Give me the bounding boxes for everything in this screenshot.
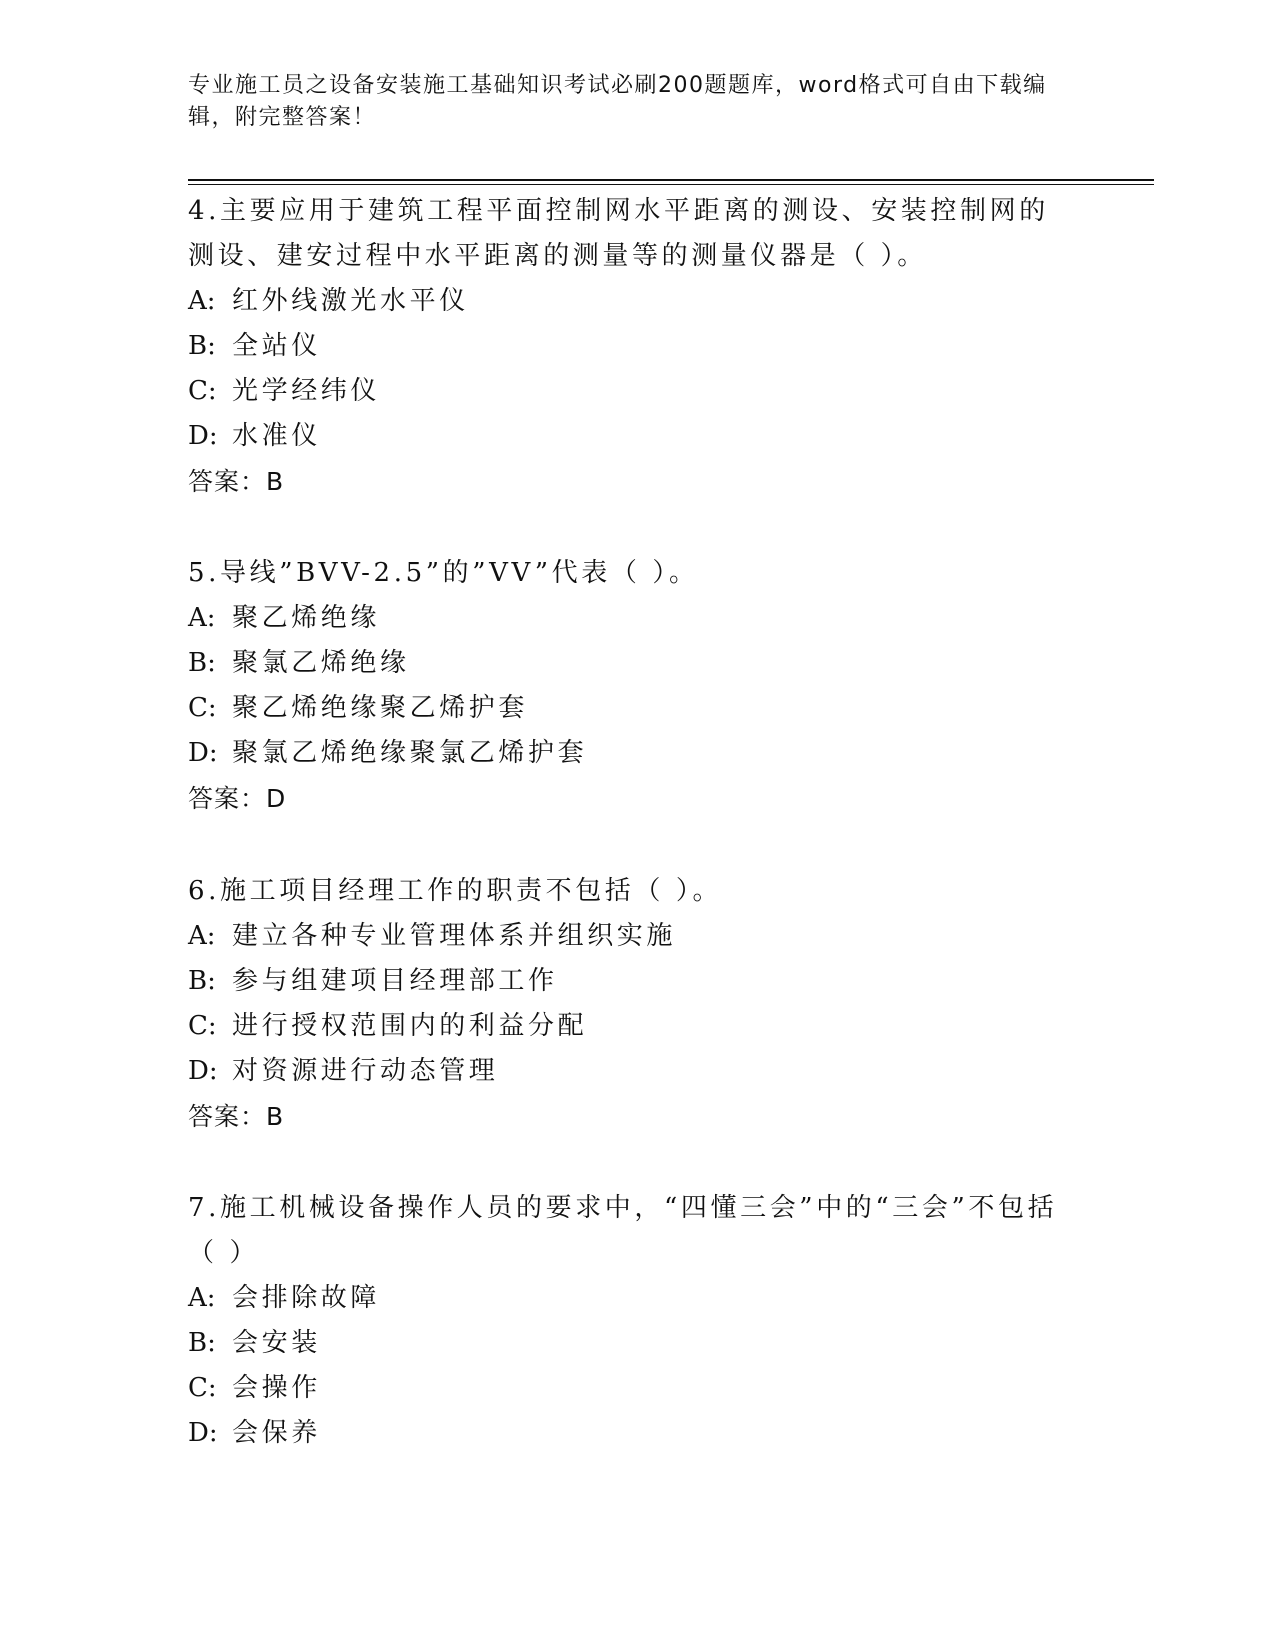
option-b (188, 641, 1068, 686)
option-letter: C: (188, 376, 217, 406)
header-divider-thick (188, 179, 1154, 181)
option-d (188, 1411, 1068, 1456)
option-b (188, 1321, 1068, 1366)
option-letter: B: (188, 331, 216, 361)
option-b (188, 324, 1068, 369)
option-text: 聚乙烯绝缘聚乙烯护套 (232, 693, 529, 723)
document-header: 专业施工员之设备安装施工基础知识考试必刷200题题库，word格式可自由下载编辑，附完整答案！ (188, 73, 1047, 130)
option-c (188, 1004, 1068, 1049)
option-text: 聚乙烯绝缘 (232, 603, 381, 633)
option-letter: B: (188, 1328, 216, 1358)
header-divider-thin (188, 184, 1154, 185)
option-letter: D: (188, 1418, 218, 1448)
option-text: 建立各种专业管理体系并组织实施 (232, 921, 677, 951)
option-a (188, 596, 1068, 641)
option-text: 会排除故障 (232, 1283, 381, 1313)
option-letter: C: (188, 1011, 217, 1041)
question-6 (188, 869, 1068, 1139)
option-c (188, 1366, 1068, 1411)
option-letter: A: (188, 921, 216, 951)
option-a (188, 1276, 1068, 1321)
option-d (188, 1049, 1068, 1094)
option-text: 会安装 (232, 1328, 321, 1358)
option-letter: C: (188, 693, 217, 723)
option-c (188, 369, 1068, 414)
option-text: 全站仪 (232, 331, 321, 361)
option-text: 进行授权范围内的利益分配 (232, 1011, 588, 1041)
option-letter: B: (188, 648, 216, 678)
question-stem: 7.施工机械设备操作人员的要求中，“四懂三会”中的“三会”不包括（ ） (188, 1193, 1058, 1268)
option-a (188, 279, 1068, 324)
question-7 (188, 1186, 1068, 1456)
option-text: 光学经纬仪 (232, 376, 381, 406)
option-letter: C: (188, 1373, 217, 1403)
question-stem: 6.施工项目经理工作的职责不包括（ ）。 (188, 876, 723, 906)
option-text: 红外线激光水平仪 (232, 286, 469, 316)
option-text: 对资源进行动态管理 (232, 1056, 499, 1086)
option-text: 参与组建项目经理部工作 (232, 966, 558, 996)
option-letter: A: (188, 603, 216, 633)
question-5 (188, 551, 1068, 821)
option-a (188, 914, 1068, 959)
option-letter: D: (188, 1056, 218, 1086)
option-text: 聚氯乙烯绝缘聚氯乙烯护套 (232, 738, 588, 768)
option-letter: B: (188, 966, 216, 996)
option-text: 聚氯乙烯绝缘 (232, 648, 410, 678)
question-stem: 4.主要应用于建筑工程平面控制网水平距离的测设、安装控制网的测设、建安过程中水平距离的测量等的测量仪器是（ ）。 (188, 196, 1049, 271)
option-d (188, 414, 1068, 459)
option-text: 水准仪 (232, 421, 321, 451)
answer-line: 答案：B (188, 1102, 285, 1131)
option-text: 会操作 (232, 1373, 321, 1403)
option-letter: D: (188, 738, 218, 768)
answer-line: 答案：D (188, 784, 287, 813)
option-text: 会保养 (232, 1418, 321, 1448)
option-letter: A: (188, 1283, 216, 1313)
option-letter: A: (188, 286, 216, 316)
option-c (188, 686, 1068, 731)
question-stem: 5.导线”BVV-2.5”的”VV”代表（ ）。 (188, 558, 699, 588)
option-d (188, 731, 1068, 776)
option-letter: D: (188, 421, 218, 451)
answer-line: 答案：B (188, 467, 285, 496)
question-4 (188, 189, 1068, 504)
option-b (188, 959, 1068, 1004)
